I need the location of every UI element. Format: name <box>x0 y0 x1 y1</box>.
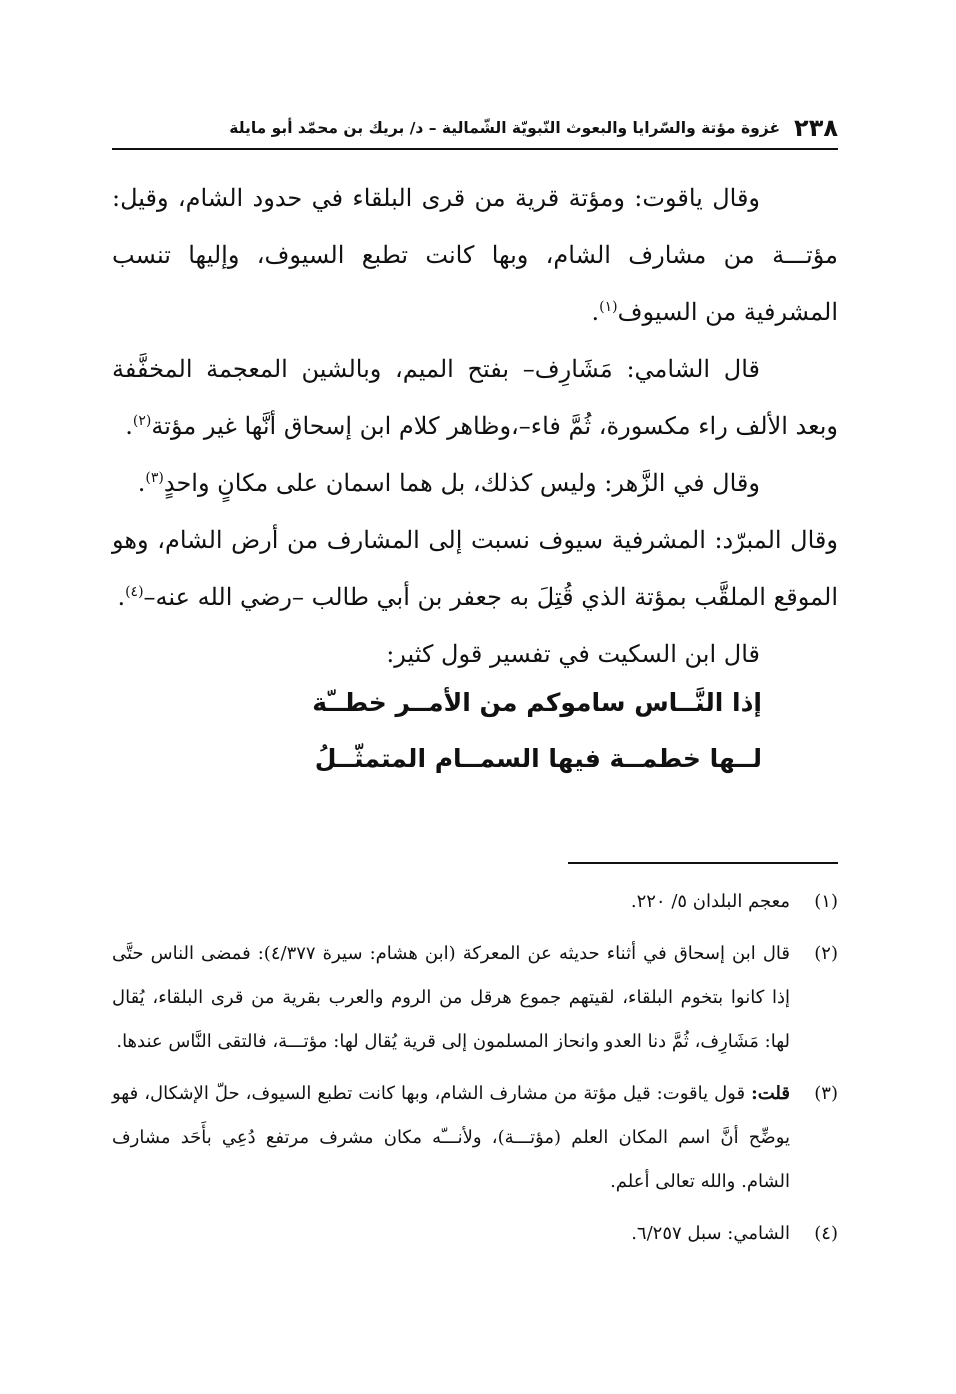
page-header <box>112 108 838 148</box>
footnote-text: معجم البلدان ٥/ ٢٢٠. <box>630 891 790 912</box>
footnote-separator <box>568 862 838 864</box>
footnote-item <box>112 1072 838 1204</box>
paragraph: وقال المبرّد: المشرفية سيوف نسبت إلى المشارف من أرض الشام، وهو الموقع الملقَّب بمؤتة الذي قُتِلَ به جعفر بن أبي طالب –رضي الله عنه–$^{(٤)}$. <box>112 526 838 611</box>
paragraph: قال ابن السكيت في تفسير قول كثير: <box>386 640 760 668</box>
footnote-item <box>112 1212 838 1256</box>
page-number: ٢٣٨ <box>794 114 838 142</box>
footnote-number: (١) <box>814 891 838 912</box>
footnote-number: (٣) <box>814 1083 838 1104</box>
paragraph: قال الشامي: مَشَارِف– بفتح الميم، وبالشين المعجمة المخفَّفة وبعد الألف راء مكسورة، ثُمَّ فاء–،وظاهر كلام ابن إسحاق أنَّها غير مؤتة$^{(٢)}$. <box>112 355 838 440</box>
footnote-number: (٤) <box>814 1223 838 1244</box>
footnote-ref: (٢) <box>132 413 152 429</box>
footnote-text: الشامي: سبل ٦/٢٥٧. <box>631 1223 790 1244</box>
footnote-lead: قلت: <box>751 1083 790 1104</box>
verse-line-1: إذا النَّــاس ساموكم من الأمــر خطــّة <box>312 688 762 717</box>
main-text <box>112 170 838 683</box>
footnote-text: قلت: قول ياقوت: قيل مؤتة من مشارف الشام، وبها كانت تطبع السيوف، حلّ الإشكال، فهو يوضِّح أنَّ اسم المكان العلم (مؤتـــة)، ولأنـــّه مكان مشرف مرتفع دُعِي بأَحَد مشارف الشام. والله تعالى أعلم. <box>112 1083 790 1192</box>
footnote-ref: (٣) <box>145 470 164 486</box>
footnote-item <box>112 932 838 1064</box>
header-rule <box>112 148 838 150</box>
running-title: غزوة مؤتة والسّرايا والبعوث النّبويّة الشّمالية – د/ بريك بن محمّد أبو مايلة <box>229 119 781 137</box>
footnote-ref: (١) <box>599 299 618 315</box>
footnote-ref: (٤) <box>125 584 144 600</box>
footnote-item <box>112 880 838 924</box>
paragraph: وقال ياقوت: ومؤتة قرية من قرى البلقاء في حدود الشام، وقيل: مؤتـــة من مشارف الشام، وبها كانت تطبع السيوف، وإليها تنسب المشرفية من السيوف$^{(١)}$. <box>112 184 838 326</box>
footnotes <box>112 880 838 1256</box>
verse-line-2: لــها خطمــة فيها السمــام المتمثّــلُ <box>314 744 762 773</box>
paragraph: وقال في الزَّهر: وليس كذلك، بل هما اسمان على مكانٍ واحدٍ$^{(٣)}$. <box>137 469 760 497</box>
footnote-text: قال ابن إسحاق في أثناء حديثه عن المعركة (ابن هشام: سيرة ٤/٣٧٧): فمضى الناس حتَّى إذا كانوا بتخوم البلقاء، لقيتهم جموع هرقل من الروم والعرب بقرية من قرى البلقاء، يُقال لها: مَشَارِف، ثُمَّ دنا العدو وانحاز المسلمون إلى قرية يُقال لها: مؤتـــة، فالتقى النَّاس عندها. <box>112 943 790 1052</box>
footnote-number: (٢) <box>814 943 838 964</box>
